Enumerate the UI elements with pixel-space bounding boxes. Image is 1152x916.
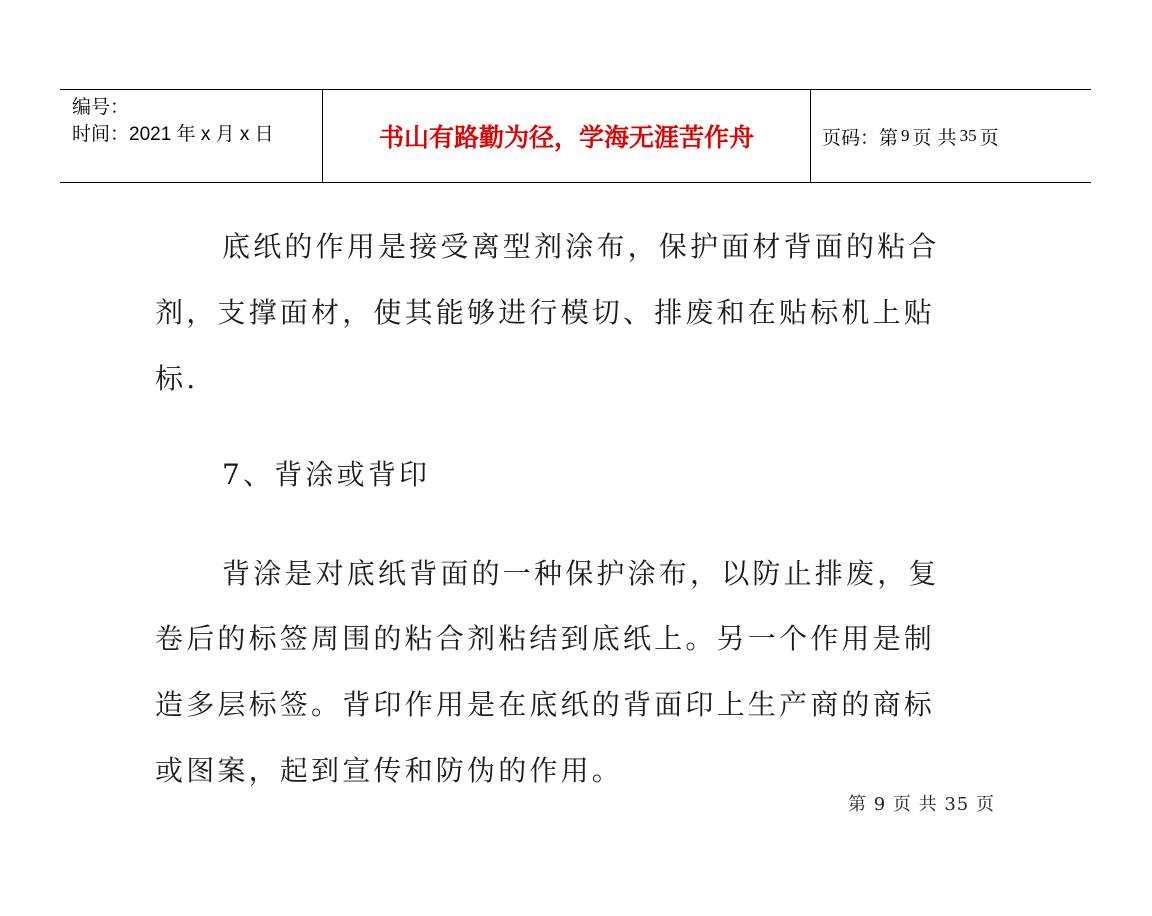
page-label-suffix: 页 bbox=[979, 126, 999, 149]
body-line: 底纸的作用是接受离型剂涂布，保护面材背面的粘合 bbox=[222, 230, 940, 263]
body-line: 卷后的标签周围的粘合剂粘结到底纸上。另一个作用是制 bbox=[155, 622, 936, 655]
page-label-prefix: 页码：第 bbox=[822, 126, 899, 149]
page-footer: 第 9 页 共 35 页 bbox=[848, 794, 995, 815]
header-page-indicator bbox=[822, 89, 999, 183]
doc-number-label: 编号： bbox=[72, 97, 130, 118]
date-label: 时间：2021 年 x 月 x 日 bbox=[72, 124, 274, 145]
header-motto: 书山有路勤为径，学海无涯苦作舟 bbox=[378, 123, 754, 152]
page-current: 9 bbox=[901, 126, 910, 145]
body-line: 或图案，起到宣传和防伪的作用。 bbox=[155, 754, 624, 787]
body-line: 造多层标签。背印作用是在底纸的背面印上生产商的商标 bbox=[155, 688, 936, 721]
body-line: 剂，支撑面材，使其能够进行模切、排废和在贴标机上贴 bbox=[155, 296, 936, 329]
section-heading: 7、背涂或背印 bbox=[222, 458, 431, 491]
page-total: 35 bbox=[959, 126, 977, 145]
header-divider-right bbox=[810, 89, 811, 183]
header-meta bbox=[72, 94, 274, 148]
body-line: 标. bbox=[155, 362, 199, 395]
page-label-mid: 页 共 bbox=[912, 126, 957, 149]
body-line: 背涂是对底纸背面的一种保护涂布，以防止排废，复 bbox=[222, 557, 940, 590]
